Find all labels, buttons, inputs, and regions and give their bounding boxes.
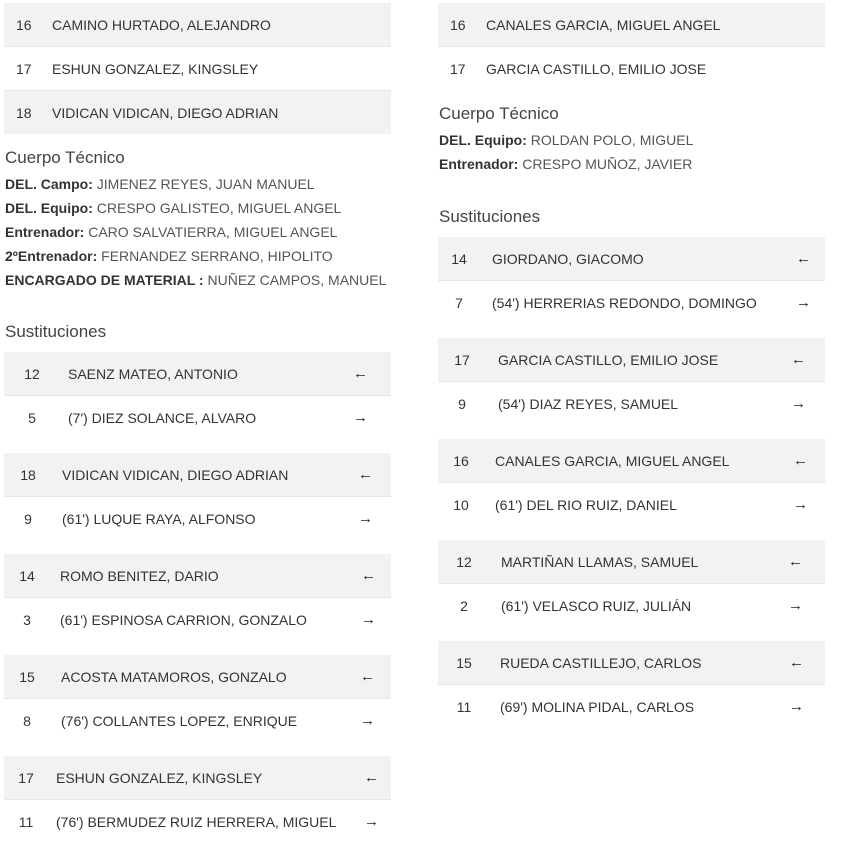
sub-in-name: (76') BERMUDEZ RUIZ HERRERA, MIGUEL <box>56 813 337 830</box>
arrow-left-icon: ← <box>796 250 811 267</box>
sub-out-number: 12 <box>24 365 40 382</box>
staff-role: Entrenador: <box>5 224 85 240</box>
sub-out-row <box>438 641 825 685</box>
sub-in-number: 11 <box>456 698 472 715</box>
substitution <box>438 237 825 324</box>
sub-out-name: GARCIA CASTILLO, EMILIO JOSE <box>498 351 719 368</box>
player-row <box>438 3 825 47</box>
arrow-left-icon: ← <box>361 567 376 584</box>
sub-in-name: (61') VELASCO RUIZ, JULIÁN <box>501 597 692 614</box>
player-name: CANALES GARCIA, MIGUEL ANGEL <box>486 16 721 33</box>
sub-out-row <box>4 554 391 598</box>
sub-out-name: GIORDANO, GIACOMO <box>492 250 644 267</box>
sub-out-name: ESHUN GONZALEZ, KINGSLEY <box>56 769 263 786</box>
player-list <box>438 3 825 90</box>
sub-out-name: SAENZ MATEO, ANTONIO <box>68 365 238 382</box>
sub-in-number: 9 <box>24 510 32 527</box>
sub-in-name: (76') COLLANTES LOPEZ, ENRIQUE <box>61 712 298 729</box>
sub-out-number: 18 <box>20 466 36 483</box>
sub-out-row <box>438 237 825 281</box>
sub-out-row <box>438 338 825 382</box>
sub-in-row <box>438 281 825 324</box>
substitution <box>4 352 391 439</box>
arrow-right-icon: → <box>361 611 376 628</box>
arrow-left-icon: ← <box>360 668 375 685</box>
sub-out-row <box>4 453 391 497</box>
sub-in-name: (61') LUQUE RAYA, ALFONSO <box>62 510 256 527</box>
sub-out-number: 15 <box>456 654 472 671</box>
staff-line <box>5 268 391 292</box>
sub-in-number: 8 <box>23 712 31 729</box>
sub-in-row <box>4 497 391 540</box>
sub-out-row <box>438 439 825 483</box>
sub-in-number: 11 <box>18 813 34 830</box>
player-name: ESHUN GONZALEZ, KINGSLEY <box>52 60 259 77</box>
player-name: VIDICAN VIDICAN, DIEGO ADRIAN <box>52 104 279 121</box>
arrow-left-icon: ← <box>791 351 806 368</box>
arrow-left-icon: ← <box>793 452 808 469</box>
player-row <box>4 91 391 134</box>
sub-out-name: ROMO BENITEZ, DARIO <box>60 567 219 584</box>
substitution <box>4 453 391 540</box>
staff-name: ROLDAN POLO, MIGUEL <box>530 132 694 148</box>
staff-name: NUÑEZ CAMPOS, MANUEL <box>207 272 387 288</box>
sub-in-row <box>4 800 391 843</box>
staff-title: Cuerpo Técnico <box>439 104 559 123</box>
away-team-column <box>438 3 825 742</box>
substitution <box>438 439 825 526</box>
player-number: 17 <box>16 60 32 77</box>
sub-in-row <box>438 685 825 728</box>
player-row <box>438 47 825 90</box>
home-team-column <box>4 3 391 857</box>
staff-role: DEL. Equipo: <box>439 132 527 148</box>
sub-in-row <box>4 699 391 742</box>
player-list <box>4 3 391 134</box>
substitution <box>438 641 825 728</box>
arrow-left-icon: ← <box>789 654 804 671</box>
staff-list <box>5 172 391 292</box>
sub-in-row <box>438 584 825 627</box>
sub-in-number: 10 <box>453 496 469 513</box>
sub-out-name: VIDICAN VIDICAN, DIEGO ADRIAN <box>62 466 289 483</box>
arrow-right-icon: → <box>791 395 806 412</box>
arrow-right-icon: → <box>789 698 804 715</box>
staff-role: 2ºEntrenador: <box>5 248 98 264</box>
arrow-right-icon: → <box>360 712 375 729</box>
arrow-right-icon: → <box>353 409 368 426</box>
sub-out-number: 14 <box>451 250 467 267</box>
sub-out-row <box>438 540 825 584</box>
arrow-right-icon: → <box>788 597 803 614</box>
sub-in-name: (61') DEL RIO RUIZ, DANIEL <box>495 496 677 513</box>
player-row <box>4 3 391 47</box>
staff-list <box>439 128 825 176</box>
staff-name: JIMENEZ REYES, JUAN MANUEL <box>96 176 315 192</box>
sub-in-row <box>438 382 825 425</box>
player-row <box>4 47 391 91</box>
substitution <box>438 338 825 425</box>
sub-out-number: 15 <box>19 668 35 685</box>
player-name: CAMINO HURTADO, ALEJANDRO <box>52 16 271 33</box>
sub-out-name: CANALES GARCIA, MIGUEL ANGEL <box>495 452 730 469</box>
sub-in-row <box>4 396 391 439</box>
substitution <box>4 554 391 641</box>
staff-line <box>439 152 825 176</box>
staff-name: CARO SALVATIERRA, MIGUEL ANGEL <box>88 224 338 240</box>
substitutions-title: Sustituciones <box>5 322 107 341</box>
substitution-list <box>438 237 825 728</box>
sub-out-name: ACOSTA MATAMOROS, GONZALO <box>61 668 287 685</box>
arrow-right-icon: → <box>796 294 811 311</box>
sub-in-name: (69') MOLINA PIDAL, CARLOS <box>500 698 695 715</box>
staff-role: Entrenador: <box>439 156 519 172</box>
staff-title: Cuerpo Técnico <box>5 148 125 167</box>
staff-role: DEL. Campo: <box>5 176 93 192</box>
sub-out-name: RUEDA CASTILLEJO, CARLOS <box>500 654 702 671</box>
arrow-right-icon: → <box>358 510 373 527</box>
sub-in-name: (54') HERRERIAS REDONDO, DOMINGO <box>492 294 757 311</box>
sub-out-number: 14 <box>19 567 35 584</box>
arrow-right-icon: → <box>793 496 808 513</box>
substitution-list <box>4 352 391 843</box>
staff-line <box>5 220 391 244</box>
sub-in-number: 9 <box>458 395 466 412</box>
sub-out-row <box>4 352 391 396</box>
staff-line <box>5 172 391 196</box>
sub-in-name: (54') DIAZ REYES, SAMUEL <box>498 395 679 412</box>
player-number: 16 <box>450 16 466 33</box>
arrow-right-icon: → <box>364 813 379 830</box>
substitutions-title: Sustituciones <box>439 207 541 226</box>
sub-out-number: 12 <box>456 553 472 570</box>
sub-out-number: 17 <box>18 769 34 786</box>
player-number: 18 <box>16 104 32 121</box>
sub-in-row <box>438 483 825 526</box>
staff-name: CRESPO GALISTEO, MIGUEL ANGEL <box>96 200 342 216</box>
arrow-left-icon: ← <box>353 365 368 382</box>
staff-role: ENCARGADO DE MATERIAL : <box>5 272 204 288</box>
sub-out-row <box>4 756 391 800</box>
sub-in-number: 7 <box>455 294 463 311</box>
substitution <box>4 756 391 843</box>
sub-in-number: 2 <box>460 597 468 614</box>
staff-line <box>439 128 825 152</box>
player-number: 16 <box>16 16 32 33</box>
sub-in-name: (7') DIEZ SOLANCE, ALVARO <box>68 409 257 426</box>
staff-line <box>5 244 391 268</box>
sub-in-name: (61') ESPINOSA CARRION, GONZALO <box>60 611 307 628</box>
substitution <box>4 655 391 742</box>
sub-in-row <box>4 598 391 641</box>
staff-name: CRESPO MUÑOZ, JAVIER <box>522 156 693 172</box>
sub-in-number: 3 <box>23 611 31 628</box>
sub-out-row <box>4 655 391 699</box>
sub-in-number: 5 <box>28 409 36 426</box>
player-number: 17 <box>450 60 466 77</box>
arrow-left-icon: ← <box>364 769 379 786</box>
player-name: GARCIA CASTILLO, EMILIO JOSE <box>486 60 707 77</box>
arrow-left-icon: ← <box>358 466 373 483</box>
sub-out-name: MARTIÑAN LLAMAS, SAMUEL <box>501 553 699 570</box>
sub-out-number: 17 <box>454 351 470 368</box>
staff-name: FERNANDEZ SERRANO, HIPOLITO <box>101 248 333 264</box>
arrow-left-icon: ← <box>788 553 803 570</box>
substitution <box>438 540 825 627</box>
staff-role: DEL. Equipo: <box>5 200 93 216</box>
staff-line <box>5 196 391 220</box>
sub-out-number: 16 <box>453 452 469 469</box>
